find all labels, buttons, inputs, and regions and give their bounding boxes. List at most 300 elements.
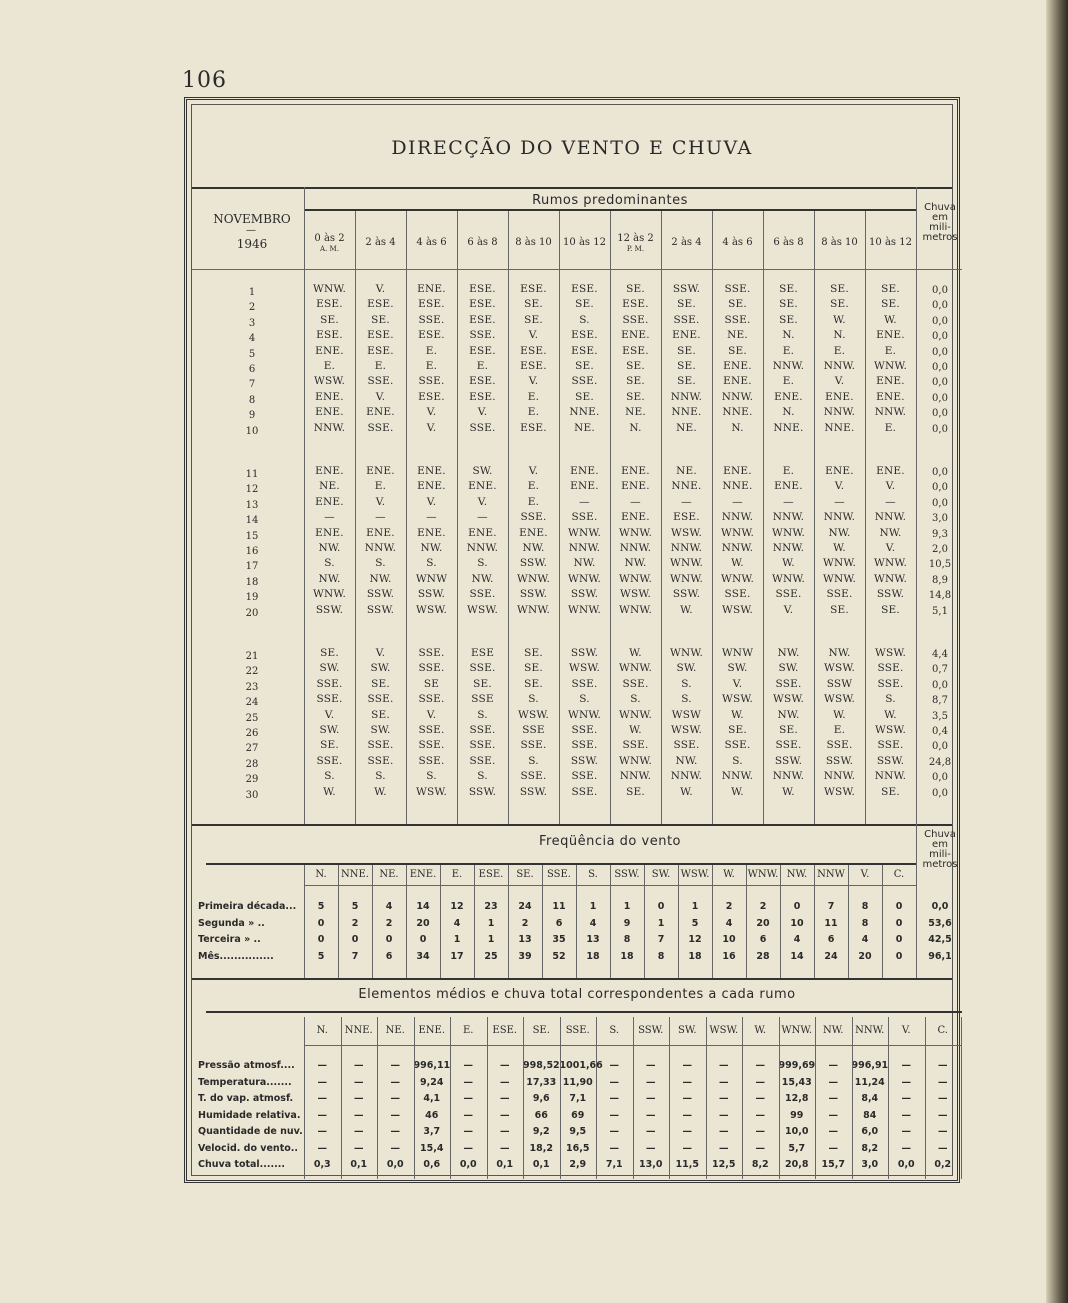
elements-value: — [719, 1126, 729, 1137]
wind-direction-cell: SE. [779, 283, 798, 295]
elements-value: — [646, 1076, 656, 1088]
column-time-label: 2 às 4 [671, 237, 702, 248]
wind-direction-cell: — [630, 495, 641, 508]
column-time-label: 8 às 10 [821, 237, 858, 248]
elements-column-line [560, 1017, 561, 1179]
rain-value: 0,0 [932, 423, 948, 435]
wind-direction-cell: NNW. [823, 770, 856, 783]
wind-direction-cell: NW. [777, 708, 800, 721]
wind-direction-cell: ESE. [622, 298, 649, 311]
elements-value: 11,24 [854, 1076, 885, 1088]
elements-row-label: Velocid. do vento.. [198, 1142, 298, 1154]
elements-value: — [317, 1142, 327, 1154]
elements-value: — [317, 1076, 327, 1088]
day-number: 15 [245, 530, 259, 542]
wind-direction-cell: SSE. [571, 677, 598, 690]
wind-direction-cell: WSW. [313, 375, 346, 388]
elements-column-line [815, 1017, 816, 1179]
wind-direction-cell: S. [681, 677, 692, 690]
frequency-column-header: N. [315, 869, 327, 880]
elements-value: 996,11 [413, 1060, 451, 1071]
elements-value: — [317, 1060, 327, 1071]
elements-column-header: V. [901, 1025, 911, 1036]
wind-direction-cell: S. [579, 313, 590, 326]
elements-value: — [500, 1060, 510, 1071]
wind-direction-cell: WNW. [618, 603, 653, 616]
elements-value: — [938, 1126, 948, 1137]
wind-direction-cell: ESE. [520, 360, 547, 372]
wind-direction-cell: SE. [626, 785, 645, 798]
wind-direction-cell: NW. [471, 572, 494, 585]
day-number: 17 [245, 561, 259, 573]
daily-column-line [559, 211, 560, 824]
wind-direction-cell: ENE. [468, 526, 497, 539]
daily-column-line [508, 211, 509, 824]
frequency-value: 4 [861, 934, 869, 945]
wind-direction-cell: SSE. [418, 693, 445, 706]
day-number: 21 [245, 651, 259, 662]
wind-direction-cell: S. [630, 693, 641, 706]
wind-direction-cell: WNW. [873, 572, 908, 585]
frequency-value: 4 [793, 934, 801, 945]
frequency-value: 18 [586, 950, 600, 962]
elements-column-header: C. [937, 1025, 948, 1036]
elements-value: 99 [790, 1109, 804, 1121]
month-dash: — [246, 225, 256, 236]
elements-value: 15,7 [821, 1159, 845, 1170]
frequency-row-label: Primeira década... [198, 901, 297, 912]
day-row [192, 511, 962, 527]
elements-value: 0,1 [496, 1159, 514, 1170]
frequency-value: 34 [416, 950, 430, 962]
frequency-value: 0 [419, 934, 427, 945]
elements-value: 15,4 [420, 1142, 444, 1154]
wind-direction-cell: NNE. [722, 406, 753, 419]
frequency-value: 20 [858, 950, 872, 962]
wind-direction-cell: SE. [626, 390, 645, 403]
wind-direction-cell: ESE. [469, 283, 496, 295]
wind-direction-cell: NW. [777, 647, 800, 659]
elements-value: — [938, 1109, 948, 1121]
rain-value: 3,0 [932, 513, 948, 525]
elements-column-line [341, 1017, 342, 1179]
wind-direction-cell: WNW. [567, 572, 602, 585]
wind-direction-cell: WNW [415, 572, 448, 585]
elements-column-header: E. [463, 1025, 474, 1036]
column-time-label: 12 às 2 [617, 233, 654, 244]
rain-value: 0,0 [932, 787, 948, 799]
wind-direction-cell: SE. [626, 375, 645, 388]
wind-direction-cell: SE. [779, 313, 798, 326]
wind-direction-cell: E. [323, 360, 336, 372]
wind-direction-cell: SSW. [366, 588, 395, 601]
wind-direction-cell: SE. [881, 603, 900, 616]
rain-value: 8,9 [932, 574, 948, 586]
elements-column-header: SE. [532, 1025, 550, 1036]
frequency-row [192, 951, 962, 966]
elements-value: 10,0 [785, 1126, 809, 1137]
table-frame-inner [191, 104, 958, 1176]
frequency-column-header: NW. [786, 869, 808, 880]
wind-direction-cell: V. [528, 465, 539, 477]
wind-direction-cell: ENE. [366, 406, 395, 419]
wind-direction-cell: V. [375, 647, 386, 659]
wind-direction-cell: WNW. [618, 754, 653, 767]
wind-direction-cell: W. [833, 542, 846, 554]
wind-direction-cell: E. [527, 480, 540, 493]
elements-value: — [390, 1109, 400, 1121]
wind-direction-cell: ENE. [570, 480, 599, 493]
wind-direction-cell: W. [731, 785, 744, 798]
elements-column-header: NE. [385, 1025, 405, 1036]
rain-value: 5,1 [932, 605, 948, 617]
elements-value: — [719, 1109, 729, 1121]
wind-direction-cell: E. [884, 421, 897, 434]
elements-value: — [755, 1076, 765, 1088]
daily-column-line [610, 211, 611, 824]
elements-value: — [354, 1060, 364, 1071]
wind-direction-cell: SSE. [316, 677, 343, 690]
wind-direction-cell: WSW. [721, 693, 754, 706]
wind-direction-cell: S. [528, 754, 539, 767]
frequency-value: 23 [484, 901, 498, 912]
wind-direction-cell: N. [782, 406, 795, 419]
rain-value: 8,7 [932, 695, 948, 707]
wind-direction-cell: ESE. [520, 344, 547, 357]
daily-column-line [406, 211, 407, 824]
wind-direction-cell: NW. [522, 542, 545, 554]
rain-value: 0,0 [932, 362, 948, 373]
rain-value: 4,4 [932, 649, 948, 660]
elements-value: 17,33 [526, 1076, 557, 1088]
frequency-value: 7 [351, 950, 359, 962]
wind-direction-cell: WSW. [466, 603, 499, 616]
wind-direction-cell: SE. [677, 298, 696, 311]
wind-direction-cell: SSE. [673, 739, 700, 752]
elements-value: — [828, 1126, 838, 1137]
wind-direction-cell: ENE. [621, 511, 650, 524]
wind-direction-cell: V. [375, 283, 386, 295]
wind-direction-cell: NW. [675, 754, 698, 767]
elements-value: — [354, 1093, 364, 1104]
frequency-value: 5 [351, 901, 359, 912]
wind-direction-cell: — [579, 495, 590, 508]
wind-direction-cell: ENE. [876, 375, 905, 388]
wind-direction-cell: V. [528, 375, 539, 388]
elements-heading: Elementos médios e chuva total correspondentes a cada rumo [358, 987, 796, 1002]
wind-direction-cell: SE. [728, 298, 747, 311]
frequency-column-header: NNE. [341, 869, 369, 880]
frequency-column-line [712, 865, 713, 978]
day-row [192, 739, 962, 755]
wind-direction-cell: E. [527, 390, 540, 403]
day-row [192, 770, 962, 786]
frequency-rain-value: 53,6 [928, 917, 952, 929]
frequency-value: 8 [623, 934, 631, 945]
wind-direction-cell: SSE. [571, 739, 598, 752]
elements-value: 0,1 [532, 1159, 550, 1170]
day-row [192, 678, 962, 694]
wind-direction-cell: ESE. [673, 511, 700, 524]
day-number: 16 [245, 546, 259, 557]
elements-value: — [938, 1142, 948, 1154]
elements-row [192, 1143, 962, 1158]
wind-direction-cell: V. [426, 495, 437, 508]
rain-value: 2,0 [932, 544, 948, 555]
frequency-value: 35 [552, 934, 566, 945]
wind-direction-cell: W. [374, 785, 387, 798]
day-number: 10 [245, 425, 259, 437]
frequency-value: 2 [759, 901, 767, 912]
wind-direction-cell: S. [375, 557, 386, 570]
wind-direction-cell: NNW. [721, 542, 754, 554]
frequency-value: 10 [790, 917, 804, 929]
wind-direction-cell: SSW. [876, 754, 905, 767]
elements-value: 11,5 [675, 1159, 699, 1170]
frequency-value: 24 [518, 901, 532, 912]
wind-direction-cell: V. [426, 708, 437, 721]
elements-value: — [828, 1109, 838, 1121]
frequency-value: 1 [623, 901, 631, 912]
wind-direction-cell: WNW [721, 647, 754, 659]
wind-direction-cell: ENE. [723, 360, 752, 372]
wind-direction-cell: SSE. [316, 754, 343, 767]
wind-direction-cell: SSE. [724, 588, 751, 601]
wind-direction-cell: WNW. [873, 557, 908, 570]
wind-direction-cell: NE. [727, 329, 748, 342]
wind-direction-cell: WNW. [567, 603, 602, 616]
elements-value: — [609, 1126, 619, 1137]
elements-value: — [938, 1060, 948, 1071]
daily-column-header [355, 237, 406, 248]
elements-column-line [523, 1017, 524, 1179]
frequency-value: 0 [317, 934, 325, 945]
day-number: 23 [245, 681, 259, 693]
frequency-value: 6 [555, 917, 563, 929]
wind-direction-cell: WSW. [670, 526, 703, 539]
wind-direction-cell: WNW. [567, 526, 602, 539]
wind-direction-cell: SSE. [877, 662, 904, 675]
day-row [192, 557, 962, 573]
wind-direction-cell: WNW. [567, 708, 602, 721]
wind-direction-cell: — [477, 511, 488, 524]
day-number: 11 [245, 469, 259, 480]
wind-direction-cell: SE. [575, 390, 594, 403]
wind-direction-cell: S. [375, 770, 386, 783]
wind-direction-cell: ESE. [316, 329, 343, 342]
wind-direction-cell: ESE. [622, 344, 649, 357]
wind-direction-cell: W. [884, 708, 897, 721]
elements-value: 9,2 [532, 1126, 550, 1137]
daily-column-line [865, 211, 866, 824]
frequency-value: 8 [861, 917, 869, 929]
rain-header-line: metros [922, 859, 958, 870]
frequency-value: 1 [453, 934, 461, 945]
wind-direction-cell: WNW. [312, 588, 347, 601]
wind-direction-cell: SE. [524, 298, 543, 311]
wind-direction-cell: SSW. [315, 603, 344, 616]
wind-direction-cell: NNE. [824, 421, 855, 434]
wind-direction-cell: NNW. [721, 770, 754, 783]
frequency-value: 0 [895, 917, 903, 929]
elements-column-header: ENE. [418, 1025, 446, 1036]
elements-column-header: SW. [677, 1025, 697, 1036]
wind-direction-cell: V. [426, 406, 437, 419]
column-time-label: 10 às 12 [869, 237, 912, 248]
day-number: 24 [245, 697, 259, 709]
wind-direction-cell: ENE. [774, 480, 803, 493]
frequency-value: 2 [351, 917, 359, 929]
wind-direction-cell: SSE. [469, 588, 496, 601]
day-number: 25 [245, 712, 259, 724]
frequency-section-divider [192, 978, 952, 980]
wind-direction-cell: ESE. [469, 313, 496, 326]
elements-column-line [450, 1017, 451, 1179]
frequency-value: 9 [623, 917, 631, 929]
elements-value: 0,6 [423, 1159, 441, 1170]
wind-direction-cell: SSE. [418, 375, 445, 388]
elements-value: — [646, 1109, 656, 1121]
elements-value: — [901, 1126, 911, 1137]
elements-column-line [487, 1017, 488, 1179]
elements-value: 9,5 [569, 1126, 587, 1137]
wind-direction-cell: V. [477, 406, 488, 419]
elements-value: 998,52 [523, 1060, 560, 1071]
frequency-underline [206, 863, 916, 865]
frequency-column-line [508, 865, 509, 978]
rain-header-line: em [932, 212, 948, 223]
rain-value: 24,8 [928, 756, 952, 768]
elements-row-label: Pressão atmosf.... [198, 1060, 295, 1071]
wind-direction-cell: WSW. [619, 588, 652, 601]
elements-value: 11,90 [562, 1076, 593, 1088]
rain-value: 10,5 [928, 559, 952, 571]
frequency-rain-value: 0,0 [931, 901, 949, 912]
daily-column-header [406, 237, 457, 248]
wind-direction-cell: W. [731, 557, 744, 570]
frequency-value: 7 [827, 901, 835, 912]
elements-value: — [901, 1076, 911, 1088]
elements-value: — [609, 1109, 619, 1121]
daily-column-header [763, 237, 814, 248]
elements-column-header: W. [754, 1025, 767, 1036]
elements-column-header: NNW. [855, 1025, 885, 1036]
frequency-value: 39 [518, 950, 532, 962]
elements-column-header: WSW. [709, 1025, 739, 1036]
column-time-label: 6 às 8 [773, 237, 804, 248]
wind-direction-cell: NW. [624, 557, 647, 570]
wind-direction-cell: S. [681, 693, 692, 706]
column-time-label: 10 às 12 [563, 237, 606, 248]
frequency-value: 8 [657, 950, 665, 962]
wind-direction-cell: ENE. [774, 390, 803, 403]
column-time-label: 4 às 6 [416, 237, 447, 248]
wind-direction-cell: ENE. [621, 465, 650, 477]
frequency-column-line [372, 865, 373, 978]
elements-value: — [682, 1060, 692, 1071]
wind-direction-cell: ESE. [520, 283, 547, 295]
day-number: 19 [245, 592, 259, 604]
wind-direction-cell: NNW. [874, 406, 907, 419]
elements-value: 3,7 [423, 1126, 441, 1137]
wind-direction-cell: — [783, 495, 794, 508]
frequency-row [192, 934, 962, 949]
wind-direction-cell: SSE. [418, 647, 445, 659]
day-number: 29 [245, 774, 259, 786]
wind-direction-cell: SW. [727, 662, 748, 675]
frequency-column-header: SE. [516, 869, 534, 880]
elements-value: 12,8 [785, 1093, 809, 1104]
elements-value: — [463, 1109, 473, 1121]
elements-value: 4,1 [423, 1093, 441, 1104]
frequency-value: 0 [385, 934, 393, 945]
wind-direction-cell: E. [425, 344, 438, 357]
frequency-rain-header [919, 830, 961, 870]
wind-direction-cell: SSW. [570, 754, 599, 767]
elements-column-header: ESE. [492, 1025, 518, 1036]
wind-direction-cell: NNE. [722, 480, 753, 493]
wind-direction-cell: S. [528, 693, 539, 706]
wind-direction-cell: SE. [677, 344, 696, 357]
wind-direction-cell: S. [579, 693, 590, 706]
wind-direction-cell: S. [732, 754, 743, 767]
frequency-value: 0 [657, 901, 665, 912]
frequency-value: 14 [790, 950, 804, 962]
elements-value: — [646, 1060, 656, 1071]
wind-direction-cell: ESE. [571, 329, 598, 342]
frequency-value: 2 [385, 917, 393, 929]
elements-value: — [609, 1060, 619, 1071]
frequency-value: 6 [759, 934, 767, 945]
wind-direction-cell: NNW. [466, 542, 499, 554]
wind-direction-cell: SSE. [775, 588, 802, 601]
wind-direction-cell: SSW. [519, 557, 548, 570]
frequency-row-label: Mês............... [198, 950, 274, 962]
elements-value: — [938, 1076, 948, 1088]
frequency-value: 24 [824, 950, 838, 962]
wind-direction-cell: SE. [626, 360, 645, 372]
wind-direction-cell: SW. [370, 662, 391, 675]
wind-direction-cell: NNE. [671, 406, 702, 419]
daily-column-header [508, 237, 559, 248]
day-row [192, 496, 962, 512]
daily-column-line [661, 211, 662, 824]
elements-value: — [755, 1126, 765, 1137]
day-number: 13 [245, 499, 259, 511]
elements-value: 66 [534, 1109, 548, 1121]
title-divider [192, 187, 952, 189]
wind-direction-cell: W. [833, 708, 846, 721]
frequency-column-header: E. [451, 869, 463, 880]
wind-direction-cell: SSE. [877, 677, 904, 690]
wind-direction-cell: W. [629, 647, 642, 659]
wind-direction-cell: NNW. [670, 542, 703, 554]
day-row [192, 391, 962, 407]
elements-value: 1001,66 [559, 1060, 603, 1071]
elements-column-line [377, 1017, 378, 1179]
daily-column-line [814, 211, 815, 824]
wind-direction-cell: ENE. [417, 283, 446, 295]
elements-value: 16,5 [566, 1142, 590, 1154]
wind-direction-cell: SSE. [724, 283, 751, 295]
wind-direction-cell: E. [527, 406, 540, 419]
wind-direction-cell: WNW. [618, 662, 653, 675]
frequency-column-header: NNW [817, 869, 845, 880]
frequency-value: 0 [895, 901, 903, 912]
frequency-value: 4 [725, 917, 733, 929]
frequency-column-line [780, 865, 781, 978]
frequency-value: 12 [688, 934, 702, 945]
